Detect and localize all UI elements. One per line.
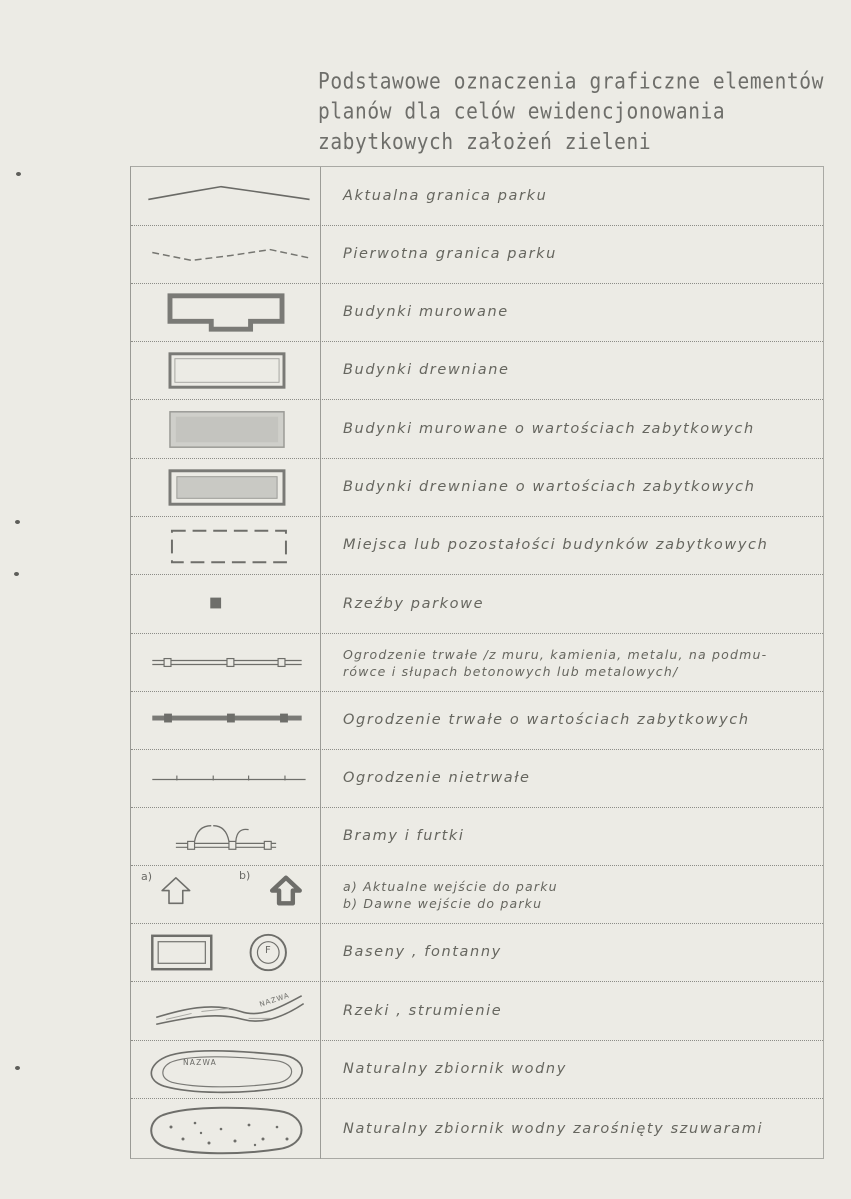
permanent-fence-symbol (131, 634, 321, 691)
legend-label: Budynki murowane o wartościach zabytkowych (343, 420, 755, 437)
legend-label: Bramy i furtki (343, 828, 465, 844)
legend-label: b) Dawne wejście do parku (343, 895, 543, 911)
legend-label: Naturalny zbiornik wodny (343, 1061, 567, 1077)
legend-row (131, 575, 823, 634)
title-line: Podstawowe oznaczenia graficzne elementów (318, 68, 824, 94)
legend-row (131, 1041, 823, 1099)
margin-mark (15, 1066, 20, 1070)
current-park-border-symbol (131, 167, 321, 225)
legend-row (131, 1099, 823, 1159)
lake-symbol (131, 1041, 321, 1098)
margin-mark (15, 520, 20, 524)
fountain-letter: F (265, 945, 271, 956)
map-name-label: NAZWA (183, 1058, 218, 1067)
legend-row (131, 167, 823, 226)
legend-label: Budynki drewniane o wartościach zabytkowych (343, 479, 756, 495)
legend-row (131, 517, 823, 575)
wooden-building-symbol (131, 342, 321, 399)
legend-label: Naturalny zbiornik wodny zarośnięty szuwarami (343, 1120, 764, 1137)
margin-mark (14, 572, 19, 576)
legend-label: Ogrodzenie trwałe /z muru, kamienia, metalu, na podmu- (343, 646, 768, 662)
original-park-border-symbol (131, 226, 321, 283)
legend-label: Miejsca lub pozostałości budynków zabytkowych (343, 537, 769, 553)
document-title (318, 66, 824, 157)
legend-row (131, 866, 823, 924)
entrance-arrows-symbol (131, 866, 321, 923)
legend-row (131, 284, 823, 342)
pool-fountain-symbol (131, 924, 321, 981)
legend-row (131, 459, 823, 517)
legend-label: Baseny , fontanny (343, 944, 502, 960)
overgrown-lake-symbol (131, 1099, 321, 1159)
brick-building-symbol (131, 284, 321, 341)
title-line: planów dla celów ewidencjonowania (318, 98, 726, 125)
legend-label: Aktualna granica parku (343, 187, 548, 204)
title-line: zabytkowych założeń zieleni (318, 128, 652, 155)
legend-row (131, 226, 823, 284)
margin-mark (16, 172, 21, 176)
legend-label: Budynki murowane (343, 304, 509, 320)
legend-label: Ogrodzenie nietrwałe (343, 770, 531, 786)
legend-row (131, 400, 823, 459)
legend-row (131, 808, 823, 866)
historic-brick-building-symbol (131, 400, 321, 458)
legend-label: a) Aktualne wejście do parku (343, 878, 558, 894)
temporary-fence-symbol (131, 750, 321, 807)
legend-label: rówce i słupach betonowych lub metalowych/ (343, 663, 679, 679)
legend-row (131, 634, 823, 692)
gate-symbol (131, 808, 321, 865)
historic-fence-symbol (131, 692, 321, 749)
legend-label: Pierwotna granica parku (343, 246, 557, 262)
variant-label: a) (141, 870, 153, 883)
historic-wooden-building-symbol (131, 459, 321, 516)
river-symbol (131, 982, 321, 1040)
legend-label: Rzeźby parkowe (343, 595, 485, 612)
map-name-label: NAZWA (258, 991, 291, 1009)
legend-label: Rzeki , strumienie (343, 1002, 503, 1019)
legend-row (131, 924, 823, 982)
legend-row (131, 750, 823, 808)
building-remains-symbol (131, 517, 321, 574)
legend-row (131, 982, 823, 1041)
legend-label: Ogrodzenie trwałe o wartościach zabytkowych (343, 712, 750, 728)
variant-label: b) (239, 869, 251, 882)
legend-table (130, 166, 824, 1159)
sculpture-symbol (131, 575, 321, 633)
legend-row (131, 692, 823, 750)
legend-label: Budynki drewniane (343, 362, 510, 378)
legend-row (131, 342, 823, 400)
